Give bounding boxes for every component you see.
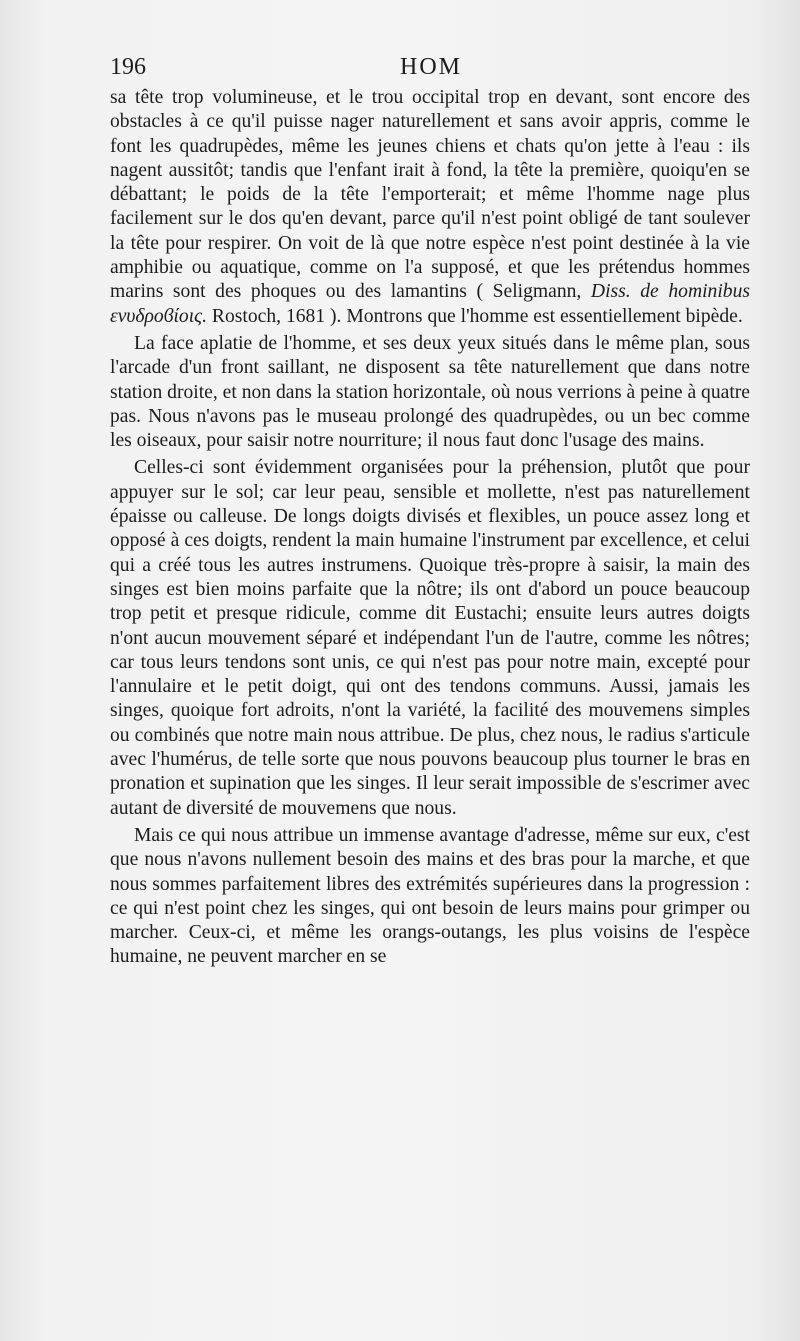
paragraph-marche: Mais ce qui nous attribue un immense avantage d'adresse, même sur eux, c'est que nous n'avons nullement besoin des mains et des bras pour la marche, et que nous sommes parfaitement libres des extrémités supérieures dans la progression : ce qui n'est point chez les singes, qui ont besoin de leurs mains pour grimper ou marcher. Ceux-ci, et même les orangs-outangs, les plus voisins de l'espèce humaine, ne peuvent marcher en se xyxy=(110,824,750,968)
citation-title: Diss. de hominibus xyxy=(590,281,750,303)
page-header xyxy=(110,54,750,84)
citation-greek: ενυδροϐίοις. xyxy=(110,305,208,327)
paragraph-continuation xyxy=(110,86,750,329)
paragraph-text: Rostoch, 1681 ). Montrons que l'homme est essentiellement bipède. xyxy=(211,305,743,327)
paragraph-face: La face aplatie de l'homme, et ses deux yeux situés dans le même plan, sous l'arcade d'un front saillant, ne disposent sa tête naturellement que dans notre station droite, et non dans la station horizontale, où nous verrions à peine à quatre pas. Nous n'avons pas le museau prolongé des quadrupèdes, ou un bec comme les oiseaux, pour saisir notre nourriture; il nous faut donc l'usage des mains. xyxy=(110,332,750,452)
body-text xyxy=(110,86,750,970)
page-number: 196 xyxy=(110,54,146,80)
paragraph-mains: Celles-ci sont évidemment organisées pour la préhension, plutôt que pour appuyer sur le sol; car leur peau, sensible et mollette, n'est pas naturellement épaisse ou calleuse. De longs doigts divisés et flexibles, un pouce assez long et opposé à ces doigts, rendent la main humaine l'instrument par excellence, et celui qui a créé tous les autres instrumens. Quoique très-propre à saisir, la main des singes est bien moins parfaite que la nôtre; ils ont d'abord un pouce beaucoup trop petit et presque ridicule, comme dit Eustachi; ensuite leurs autres doigts n'ont aucun mouvement séparé et indépendant l'un de l'autre, comme les nôtres; car tous leurs tendons sont unis, ce qui n'est pas pour notre main, excepté pour l'annulaire et le petit doigt, qui ont des tendons communs. Aussi, jamais les singes, quoique fort adroits, n'ont la variété, la facilité des mouvemens simples ou combinés que notre main nous attribue. De plus, chez nous, le radius s'articule avec l'humérus, de telle sorte que nous pouvons beaucoup plus tourner le bras en pronation et supination que les singes. Il leur serait impossible de s'escrimer avec autant de diversité de mouvemens que nous. xyxy=(110,457,750,819)
paragraph-text: sa tête trop volumineuse, et le trou occipital trop en devant, sont encore des obstacles à ce qu'il puisse nager naturellement et sans avoir appris, comme le font les quadrupèdes, même les jeunes chiens et chats qu'on jette à l'eau : ils nagent aussitôt; tandis que l'enfant irait à fond, la tête la première, quoiqu'en se débattant; le poids de la tête l'emporterait; et même l'homme nage plus facilement sur le dos qu'en devant, parce qu'il n'est point obligé de tant soulever la tête pour respirer. On voit de là que notre espèce n'est point destinée à la vie amphibie ou aquatique, comme on l'a supposé, et que les prétendus hommes marins sont des phoques ou des lamantins ( Seligmann, xyxy=(110,87,750,303)
running-title: HOM xyxy=(400,54,463,80)
